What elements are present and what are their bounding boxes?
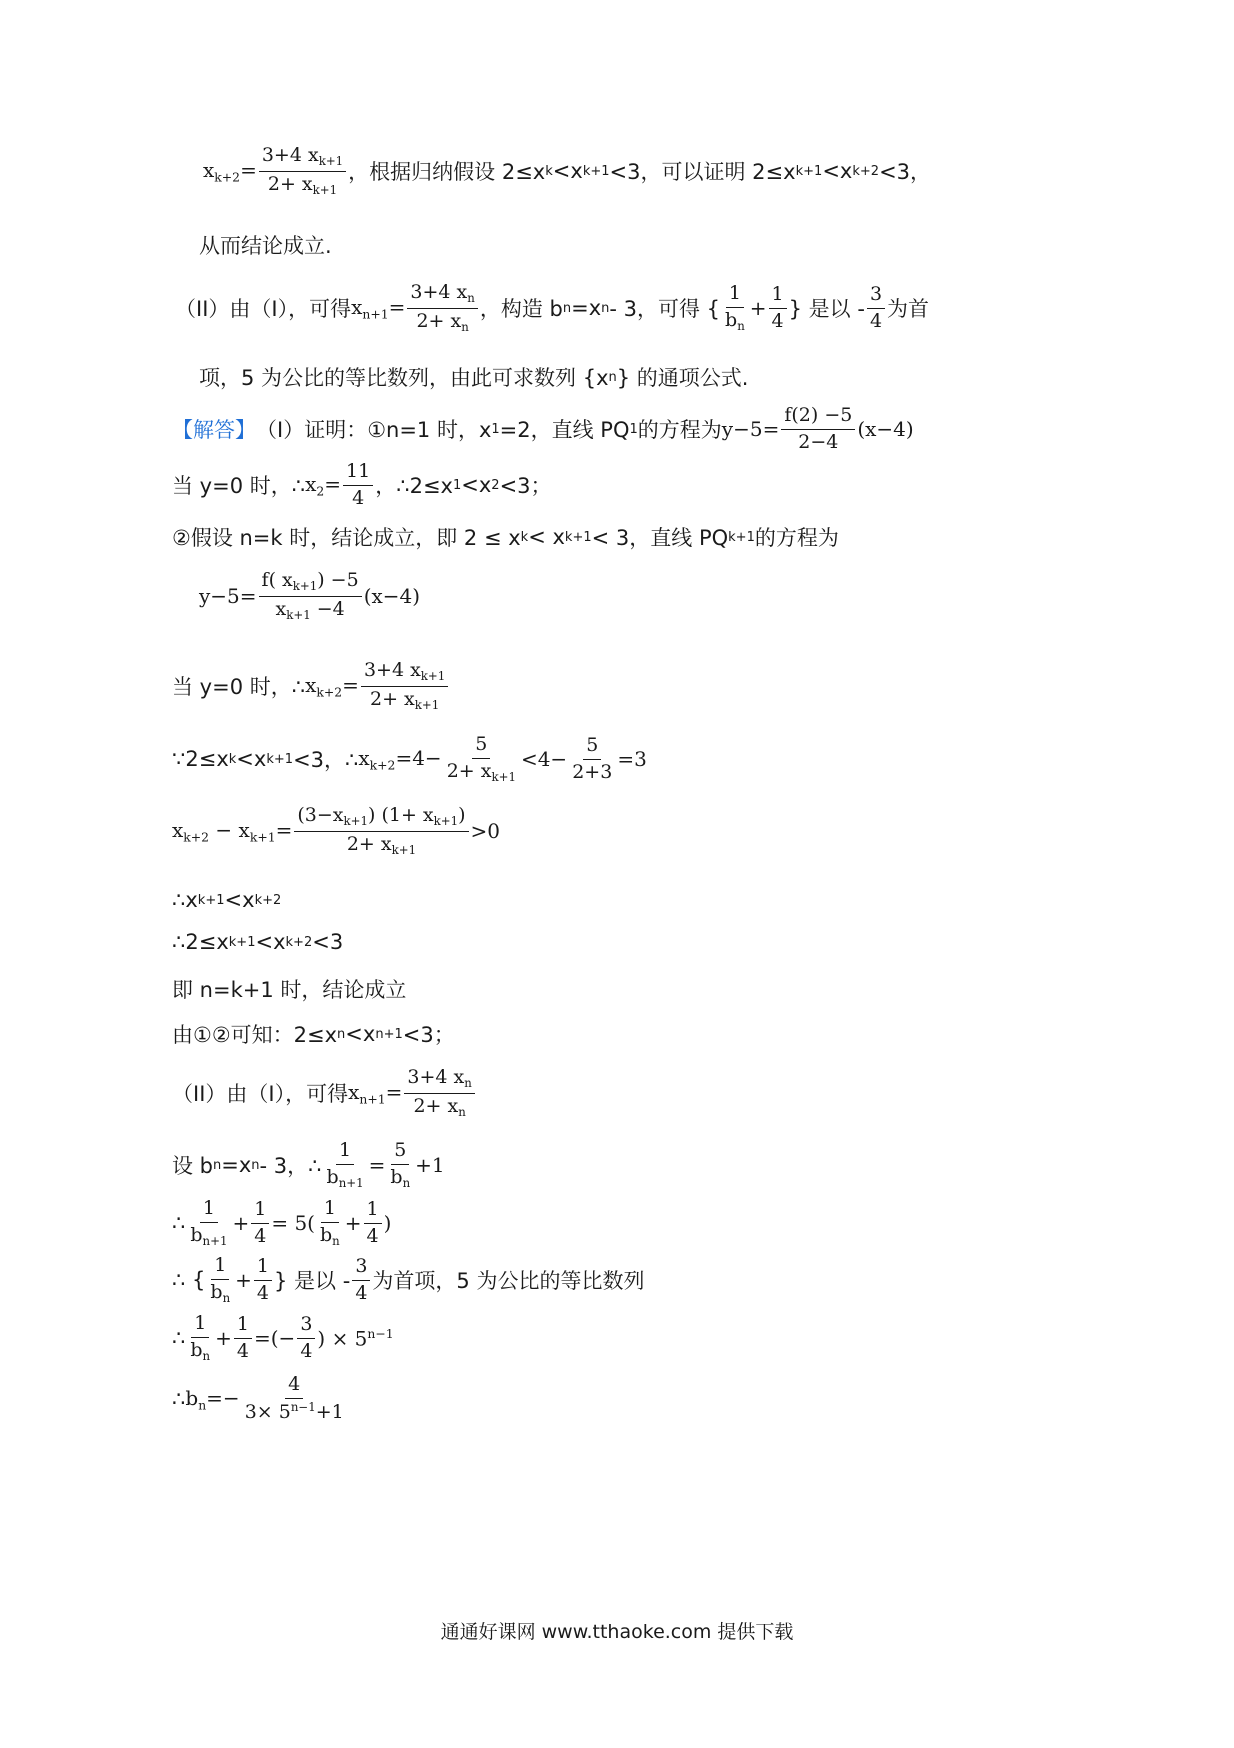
line-6: 当 y=0 时，∴ $x_2=$ $\frac{11}{4}$ ，∴2≤x 1 <x 2 <3； <box>172 460 552 509</box>
text: ②假设 n=k 时，结论成立，即 2 ≤ x <box>172 526 521 550</box>
fraction: $\frac{(3-x_{k+1}) (1+ x_{k+1})}{2+ x_{k+1}}$ <box>294 805 468 857</box>
text: < 3，直线 PQ <box>591 526 729 550</box>
text: =x <box>221 1153 252 1178</box>
text: 当 y=0 时，∴ <box>172 474 306 499</box>
text: =x <box>571 296 602 321</box>
fraction: $\frac{1}{4}$ <box>254 1256 272 1305</box>
fraction: $\frac{f(2) -5}{2-4}$ <box>781 405 855 454</box>
text: } 是以 - <box>274 1269 351 1294</box>
line-16: （II）由（I），可得 $x_{n+1}=$ $\frac{3+4 x_n}{2+ x_n}$ <box>172 1067 477 1119</box>
text: 为首 <box>887 297 930 322</box>
line-10: ∵2≤x k <x k+1 <3，∴ $x_{k+2}=4-$ $\frac{5}{2+ x_{k+1}}$ <4− $\frac{5}{2+3}$ =3 <box>172 733 647 784</box>
fraction: $\frac{1}{b_n}$ <box>190 1312 211 1363</box>
fraction: $\frac{1}{4}$ <box>251 1199 269 1248</box>
fraction: $\frac{1}{b_n}$ <box>210 1254 231 1305</box>
text: ，构造 b <box>479 297 563 322</box>
footer-credit: 通通好课网 www.tthaoke.com 提供下载 <box>440 1621 794 1643</box>
text: 设 b <box>172 1154 214 1179</box>
fraction: $\frac{1}{b_n}$ <box>725 281 745 333</box>
text: <3， <box>879 160 932 185</box>
text: ∴x <box>172 888 198 912</box>
text: （I）证明：①n=1 时，x <box>256 418 492 443</box>
line-2 <box>199 230 332 260</box>
line-3: （II）由（I），可得 $x_{n+1}=$ $\frac{3+4 x_n}{2+ x_n}$ ，构造 b n =x n - 3，可得 { $\frac{1}{b_n}$ + $\frac{1}{4}$ } 是以 - $\frac{3}{4}$ 为首 <box>175 281 930 334</box>
fraction: $\frac{5}{2+ x_{k+1}}$ <box>446 733 516 784</box>
text: （II）由（I），可得 <box>175 297 352 322</box>
line-19: ∴ { $\frac{1}{b_n}$ + $\frac{1}{4}$ } 是以 - $\frac{3}{4}$ 为首项，5 为公比的等比数列 <box>172 1254 645 1305</box>
text: 当 y=0 时，∴ <box>172 675 306 700</box>
text: < x <box>528 525 565 549</box>
text: 由①②可知：2≤x <box>172 1023 338 1047</box>
text: <3，可以证明 2≤x <box>609 160 796 185</box>
text: } 的通项公式. <box>616 366 749 390</box>
line-12: ∴x k+1 <x k+2 <box>172 888 282 912</box>
text: <3； <box>402 1023 455 1047</box>
fraction: $\frac{1}{b_{n+1}}$ <box>190 1197 228 1248</box>
therefore-symbol: ∴ <box>172 1211 186 1236</box>
text: <x <box>461 473 492 498</box>
text: 为首项，5 为公比的等比数列 <box>372 1269 645 1294</box>
text: 的方程为 <box>754 526 839 550</box>
therefore-symbol: ∴ <box>172 1326 186 1351</box>
line-5: 【解答】 （I）证明：①n=1 时，x 1 =2，直线 PQ 1 的方程为 y−5= $\frac{f(2) -5}{2-4}$ (x−4) <box>172 404 914 453</box>
text: - 3，可得 { <box>609 297 721 322</box>
fraction: $\frac{1}{4}$ <box>234 1314 252 1363</box>
text: ，根据归纳假设 2≤x <box>348 160 546 185</box>
fraction: $\frac{3}{4}$ <box>352 1256 370 1305</box>
fraction: $\frac{1}{4}$ <box>364 1199 382 1248</box>
line-17: 设 b n =x n - 3，∴ $\frac{1}{b_{n+1}}$ = $\frac{5}{b_n}$ +1 <box>172 1139 445 1190</box>
line-4: 项，5 为公比的等比数列，由此可求数列 {x n } 的通项公式. <box>199 362 748 392</box>
text: 从而结论成立. <box>199 234 332 258</box>
line-1: $x_{k+2}=$ $\frac{3+4 x_{k+1}}{2+ x_{k+1}}$ ，根据归纳假设 2≤x k <x k+1 <3，可以证明 2≤x k+1 <x k+2 <3， <box>203 144 932 197</box>
text: <x <box>224 888 255 912</box>
text: =2，直线 PQ <box>499 418 630 443</box>
text: <x <box>236 747 267 772</box>
fraction: $\frac{1}{b_{n+1}}$ <box>326 1139 364 1190</box>
line-8: y−5= $\frac{f( x_{k+1}) -5}{x_{k+1} -4}$ (x−4) <box>199 569 421 622</box>
text: <3； <box>499 474 552 499</box>
fraction: $\frac{3+4 x_{k+1}}{2+ x_{k+1}}$ <box>259 145 346 197</box>
line-9: 当 y=0 时，∴ $x_{k+2}=$ $\frac{3+4 x_{k+1}}{2+ x_{k+1}}$ <box>172 660 450 712</box>
text: 项，5 为公比的等比数列，由此可求数列 {x <box>199 366 609 390</box>
line-7: ②假设 n=k 时，结论成立，即 2 ≤ x k < x k+1 < 3，直线 PQ k+1 的方程为 <box>172 522 839 552</box>
fraction: $\frac{5}{2+3}$ <box>572 733 613 783</box>
line-20: ∴ $\frac{1}{b_n}$ + $\frac{1}{4}$ =(− $\frac{3}{4}$ ) × $5^{n-1}$ <box>172 1312 394 1363</box>
text: - 3，∴ <box>259 1154 322 1179</box>
fraction: $\frac{1}{b_n}$ <box>319 1197 340 1248</box>
text: <x <box>552 159 583 184</box>
math-xk2: $x_{k+2}=$ <box>203 157 257 185</box>
fraction: $\frac{3+4 x_n}{2+ x_n}$ <box>407 282 477 334</box>
therefore-symbol: ∴ <box>172 1386 186 1411</box>
text: <x <box>345 1022 376 1046</box>
fraction: $\frac{1}{4}$ <box>769 284 787 333</box>
text: } 是以 - <box>788 297 865 322</box>
line-11: $x_{k+2} - x_{k+1}=$ $\frac{(3-x_{k+1}) (1+ x_{k+1})}{2+ x_{k+1}}$ >0 <box>172 804 501 857</box>
text: ∵2≤x <box>172 747 229 772</box>
answer-tag: 【解答】 <box>172 418 256 443</box>
fraction: $\frac{5}{b_n}$ <box>390 1139 411 1190</box>
line-13: ∴2≤x k+1 <x k+2 <3 <box>172 930 344 954</box>
text: <x <box>822 159 853 184</box>
fraction: $\frac{3+4 x_n}{2+ x_n}$ <box>404 1067 474 1119</box>
text: 即 n=k+1 时，结论成立 <box>172 978 407 1002</box>
text: ∴ { <box>172 1268 206 1293</box>
line-18: ∴ $\frac{1}{b_{n+1}}$ + $\frac{1}{4}$ = 5( $\frac{1}{b_n}$ + $\frac{1}{4}$ ) <box>172 1197 392 1248</box>
text: 的方程为 <box>637 418 722 443</box>
line-21: ∴ $b_n=-$ $\frac{4}{3\times 5^{n-1}+1}$ <box>172 1374 349 1424</box>
text: <3，∴ <box>293 748 359 773</box>
text: <x <box>255 930 286 954</box>
fraction: $\frac{11}{4}$ <box>343 461 373 510</box>
line-15: 由①②可知：2≤x n <x n+1 <3； <box>172 1019 455 1049</box>
text: <3 <box>312 930 344 954</box>
fraction: $\frac{f( x_{k+1}) -5}{x_{k+1} -4}$ <box>259 570 362 622</box>
fraction: $\frac{3+4 x_{k+1}}{2+ x_{k+1}}$ <box>361 660 448 712</box>
text: （II）由（I），可得 <box>172 1082 349 1107</box>
text: ∴2≤x <box>172 930 229 954</box>
line-14 <box>172 974 406 1004</box>
fraction: $\frac{3}{4}$ <box>297 1314 315 1363</box>
text: ，∴2≤x <box>375 474 453 499</box>
fraction: $\frac{4}{3\times 5^{n-1}+1}$ <box>244 1373 344 1423</box>
math: $x_{n+1}=$ <box>351 294 406 322</box>
fraction: $\frac{3}{4}$ <box>867 284 885 333</box>
